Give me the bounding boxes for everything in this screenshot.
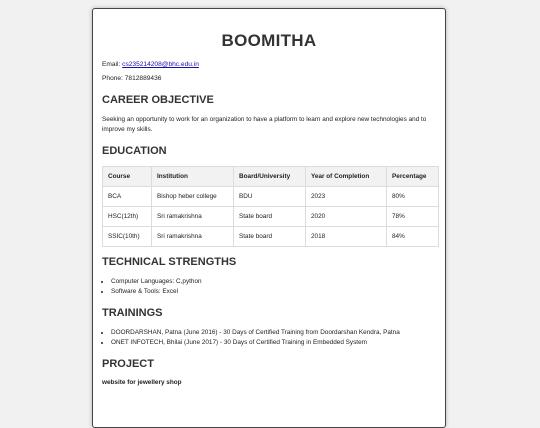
cell-percentage: 84%: [387, 227, 439, 247]
email-line: [102, 60, 436, 69]
cell-year: 2020: [306, 207, 387, 227]
trainings-heading: TRAININGS: [102, 307, 163, 319]
cell-year: 2018: [306, 227, 387, 247]
cell-year: 2023: [306, 187, 387, 207]
cell-board: BDU: [234, 187, 306, 207]
list-item: • Software & Tools: Excel: [111, 287, 436, 297]
column-header-board: Board/University: [234, 167, 306, 187]
cell-course: SSIC(10th): [103, 227, 152, 247]
table-row: [103, 227, 439, 247]
list-item: • ONET INFOTECH, Bhilai (June 2017) - 30 Days of Certified Training in Embedded System: [111, 338, 436, 348]
email-label: Email:: [102, 61, 123, 68]
table-row: [103, 207, 439, 227]
column-header-course: Course: [103, 167, 152, 187]
column-header-institution: Institution: [152, 167, 234, 187]
phone-number: 7812889436: [124, 75, 162, 82]
career-objective-heading: CAREER OBJECTIVE: [102, 94, 214, 106]
cell-institution: Sri ramakrishna: [152, 227, 234, 247]
cell-board: State board: [234, 227, 306, 247]
email-link[interactable]: cs235214208@bhc.edu.in: [122, 61, 199, 68]
education-heading: EDUCATION: [102, 145, 167, 157]
career-objective-text: Seeking an opportunity to work for an organization to have a platform to learn and explore new technologies and to improve my skills.: [102, 116, 427, 133]
resume-page: [92, 8, 446, 428]
list-item: • DOORDARSHAN, Patna (June 2016) - 30 Days of Certified Training from Doordarshan Kendra, Patna: [111, 328, 436, 338]
technical-strengths-heading: TECHNICAL STRENGTHS: [102, 256, 237, 268]
cell-course: HSC(12th): [103, 207, 152, 227]
technical-strengths-list: [102, 277, 436, 297]
trainings-list: [102, 328, 436, 348]
phone-line: [102, 74, 436, 83]
cell-institution: Sri ramakrishna: [152, 207, 234, 227]
column-header-year: Year of Completion: [306, 167, 387, 187]
education-table: [102, 166, 439, 247]
table-header-row: [103, 167, 439, 187]
resume-name: BOOMITHA: [221, 31, 317, 50]
column-header-percentage: Percentage: [387, 167, 439, 187]
cell-course: BCA: [103, 187, 152, 207]
project-title: website for jewellery shop: [102, 379, 182, 386]
project-heading: PROJECT: [102, 358, 154, 370]
cell-percentage: 80%: [387, 187, 439, 207]
cell-board: State board: [234, 207, 306, 227]
cell-institution: Bishop heber college: [152, 187, 234, 207]
cell-percentage: 78%: [387, 207, 439, 227]
table-row: [103, 187, 439, 207]
list-item: • Computer Languages: C,python: [111, 277, 436, 287]
phone-label: Phone:: [102, 75, 125, 82]
